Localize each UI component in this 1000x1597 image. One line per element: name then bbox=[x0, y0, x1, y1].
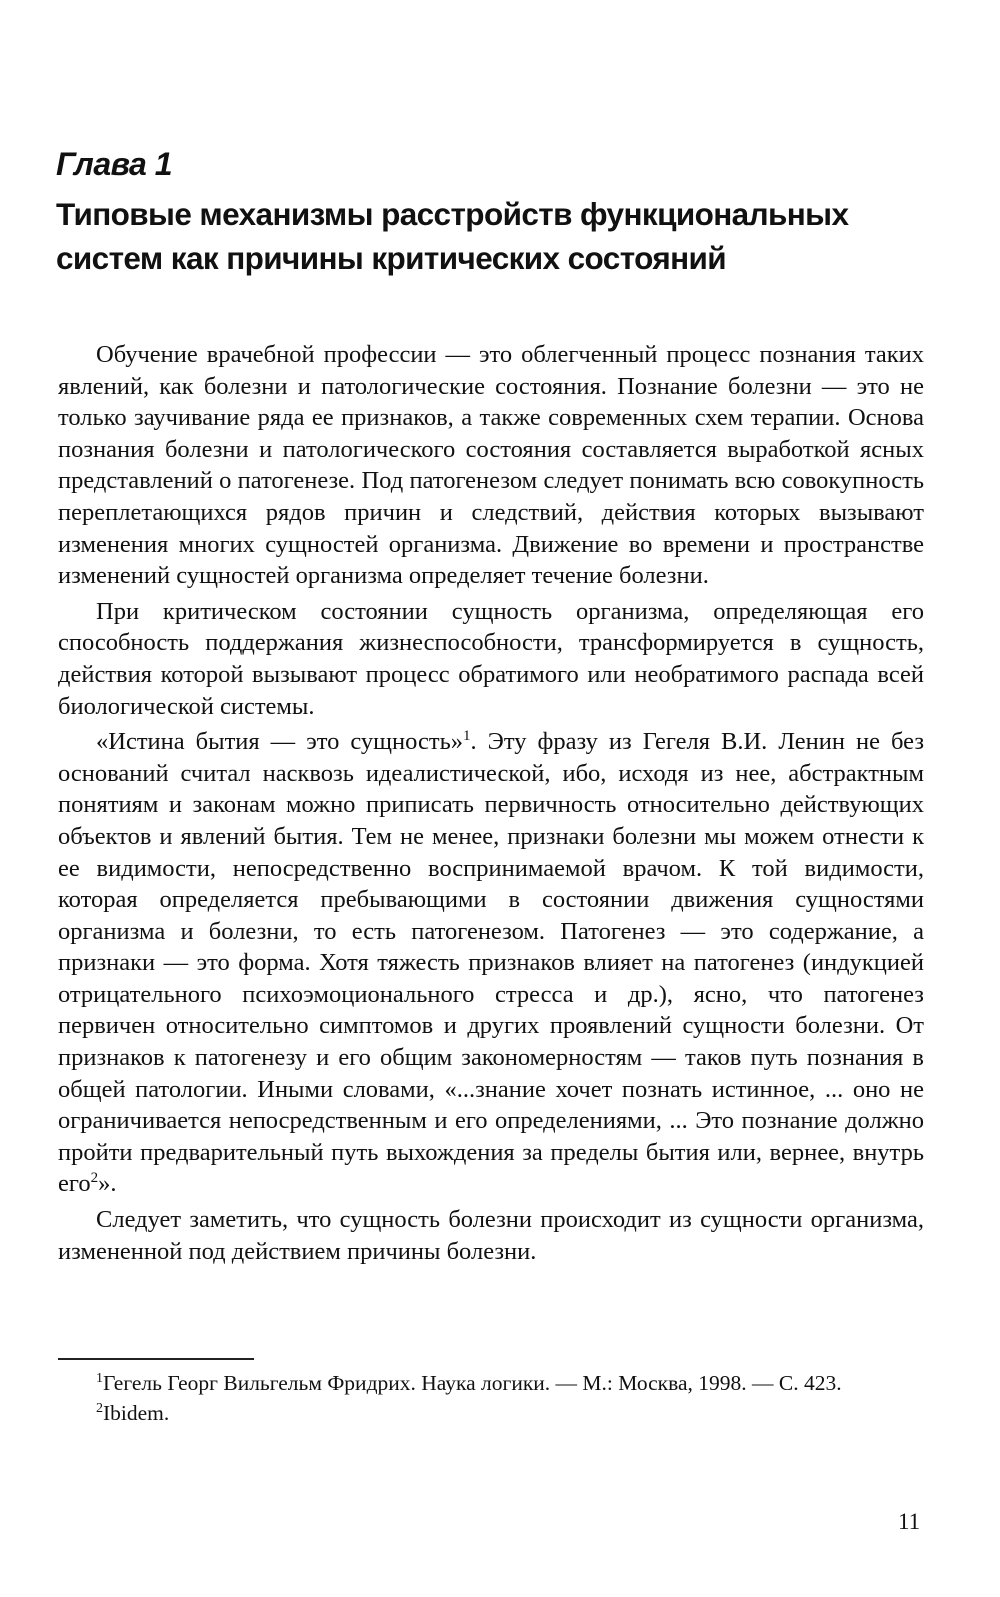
footnote-ref-2[interactable]: 2 bbox=[90, 1170, 99, 1187]
footnote-1 bbox=[58, 1368, 924, 1398]
chapter-label: Глава 1 bbox=[56, 146, 173, 182]
footnote-ref-1[interactable]: 1 bbox=[463, 728, 471, 745]
footnotes bbox=[58, 1368, 924, 1428]
footnote-1-marker: 1 bbox=[96, 1371, 103, 1386]
paragraph-1: Обучение врачебной профессии — это облегченный процесс познания таких явлений, как болезни и патологические состояния. Познание болезни — это не только заучивание ряда ее признаков, а также современных схем терапии. Основа познания болезни и патологического состояния составляется выработкой ясных представлений о патогенезе. Под патогенезом следует понимать всю совокупность переплетающихся рядов причин и следствий, действия которых вызывают изменения многих сущностей организма. Движение во времени и пространстве изменений сущностей организма определяет течение болезни. bbox=[58, 341, 924, 590]
footnote-2 bbox=[58, 1398, 924, 1428]
paragraph-3-end: ». bbox=[98, 1170, 117, 1198]
footnote-2-text: Ibidem. bbox=[103, 1401, 170, 1425]
chapter-title: Типовые механизмы расстройств функциональных систем как причины критических состояний bbox=[56, 196, 849, 276]
paragraph-3 bbox=[58, 726, 924, 1200]
paragraph-4: Следует заметить, что сущность болезни происходит из сущности организма, измененной под действием причины болезни. bbox=[58, 1206, 924, 1265]
page-number: 11 bbox=[898, 1509, 921, 1534]
body-text bbox=[58, 339, 924, 1271]
paragraph-2: При критическом состоянии сущность организма, определяющая его способность поддержания жизнеспособности, трансформируется в сущность, действия которой вызывают процесс обратимого или необратимого распада всей биологической системы. bbox=[58, 597, 924, 720]
footnote-divider bbox=[58, 1358, 254, 1360]
paragraph-3-body: . Эту фразу из Гегеля В.И. Ленин не без оснований считал насквозь идеалистической, ибо, исходя из нее, абстрактным понятиям и законам можно приписать первичность относительно действующих объектов и явлений бытия. Тем не менее, признаки болезни мы можем отнести к ее видимости, непосредственно воспринимаемой врачом. К той видимости, которая определяется пребывающими в состоянии движения сущностями организма и болезни, то есть патогенезом. Патогенез — это содержание, а признаки — это форма. Хотя тяжесть признаков влияет на патогенез (индукцией отрицательного психоэмоционального стресса и др.), ясно, что патогенез первичен относительно симптомов и других проявлений сущности болезни. От признаков к патогенезу и его общим закономерностям — таков путь познания в общей патологии. Иными словами, «...знание хочет познать истинное, ... оно не ограничивается непосредственным и его определениями, ... Это познание должно пройти предварительный путь выхождения за пределы бытия или, вернее, внутрь его bbox=[58, 728, 924, 1198]
footnote-2-marker: 2 bbox=[96, 1401, 103, 1416]
paragraph-3-quote: «Истина бытия — это сущность» bbox=[96, 728, 464, 756]
footnote-1-text: Гегель Георг Вильгельм Фридрих. Наука логики. — М.: Москва, 1998. — С. 423. bbox=[103, 1371, 842, 1395]
